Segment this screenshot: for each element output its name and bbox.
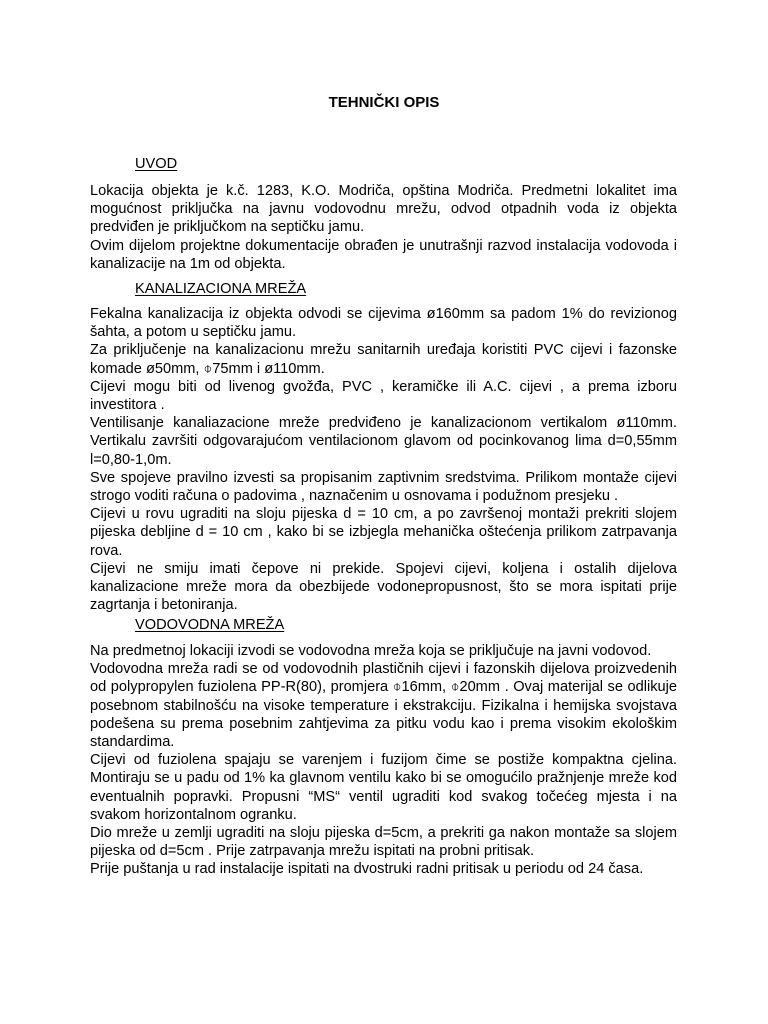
paragraph: Cijevi ne smiju imati čepove ni prekide. Spojevi cijevi, koljena i ostalih dijelova kanalizacione mreže mora da obezbijede vodonepropusnost, što se mora ispitati prije zagrtanja i betoniranja. [90, 560, 677, 614]
paragraph: Lokacija objekta je k.č. 1283, K.O. Modriča, opština Modriča. Predmetni lokalitet ima mogućnost priključka na javnu vodovodnu mrežu, odvod otpadnih voda iz objekta predviđen je priključkom na septičku jamu. [90, 183, 677, 236]
paragraph: Prije puštanja u rad instalacije ispitati na dvostruki radni pritisak u periodu od 24 časa. [90, 861, 644, 878]
paragraph: Ventilisanje kanaliazacione mreže predviđeno je kanalizacionom vertikalom ø110mm. Vertikalu završiti odgovarajućom ventilacionom glavom od pocinkovanog lima d=0,55mm l=0,80-1,0m. [90, 415, 677, 468]
section-body-vodovodna-mreza [90, 642, 677, 879]
section-heading-vodovodna-mreza: VODOVODNA MREŽA [135, 617, 285, 633]
paragraph: Na predmetnoj lokaciji izvodi se vodovodna mreža koja se priključuje na javni vodovod. [90, 643, 652, 659]
paragraph: Dio mreže u zemlji ugraditi na sloju pijeska d=5cm, a prekriti ga nakon montaže sa slojem pijeska od d=5cm . Prije zatrpavanja mrežu ispitati na probni pritisak. [90, 825, 677, 860]
paragraph: Cijevi u rovu ugraditi na sloju pijeska d = 10 cm, a po završenoj montaži prekriti slojem pijeska debljine d = 10 cm , kako bi se izbjegla mehanička oštećenja prilikom zatrpavanja rova. [90, 506, 677, 559]
section-heading-uvod: UVOD [135, 156, 178, 172]
paragraph: Fekalna kanalizacija iz objekta odvodi se cijevima ø160mm sa padom 1% do revizionog šahta, a potom u septičku jamu. [90, 306, 677, 341]
paragraph: Sve spojeve pravilno izvesti sa propisanim zaptivnim sredstvima. Prilikom montaže cijevi strogo voditi računa o padovima , naznačenim u osnovama i podužnom presjeku . [90, 469, 677, 505]
paragraph: Vodovodna mreža radi se od vodovodnih plastičnih cijevi i fazonskih dijelova proizvedenih od polypropylen fuziolena PP-R(80), promjera ⌽16mm, ⌽20mm . Ovaj materijal se odlikuje posebnom stabilnošću na visoke temperature i ekstrakciju. Fizikalna i hemijska svojstava podešena su prema posebnim zahtjevima za pitku vodu kao i prema visokim ekološkim standardima. [90, 661, 677, 751]
section-body-uvod [90, 182, 677, 273]
paragraph: Za priključenje na kanalizacionu mrežu sanitarnih uređaja koristiti PVC cijevi i fazonske komade ø50mm, ⌽75mm i ø110mm. [90, 342, 677, 377]
paragraph: Cijevi mogu biti od livenog gvožđa, PVC , keramičke ili A.C. cijevi , a prema izboru investitora . [90, 378, 677, 414]
document-title: TEHNIČKI OPIS [328, 94, 440, 111]
paragraph: Ovim dijelom projektne dokumentacije obrađen je unutrašnji razvod instalacija vodovoda i kanalizacije na 1m od objekta. [90, 237, 677, 272]
section-body-kanalizaciona-mreza [90, 305, 677, 614]
paragraph: Cijevi od fuziolena spajaju se varenjem i fuzijom čime se postiže kompaktna cjelina. Montiraju se u padu od 1% ka glavnom ventilu kako bi se omogućilo pražnjenje mreže kod eventualnih popravki. Propusni “MS“ ventil ugraditi kod svakog točećeg mjesta i na svakom horizontalnom ogranku. [90, 752, 677, 823]
section-heading-kanalizaciona-mreza: KANALIZACIONA MREŽA [135, 281, 307, 297]
